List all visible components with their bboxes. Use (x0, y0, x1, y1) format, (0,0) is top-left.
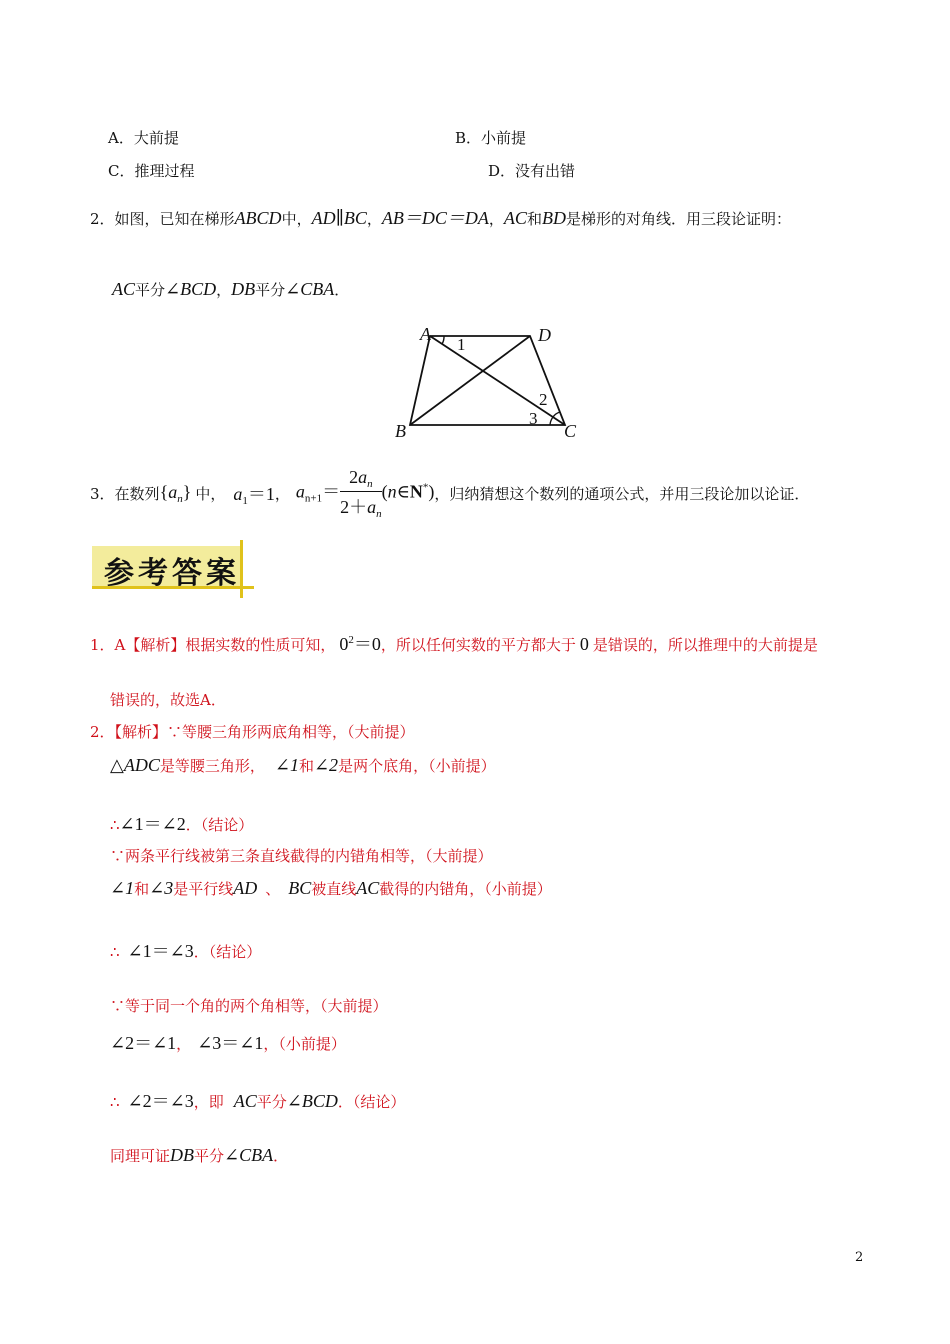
zero-squared: $0^2=0$ (339, 634, 381, 654)
diagonal-ac (430, 336, 565, 425)
diagonal-bd (410, 336, 530, 425)
option-b: B．小前提 (455, 129, 527, 147)
option-a: A．大前提 (108, 129, 179, 147)
label-d: D (538, 325, 551, 345)
answer-banner (92, 546, 252, 592)
question-2-line-1: 2．如图，已知在梯形ABCD中，AD∥BC，AB＝DC＝DA，AC和BD是梯形的对角线．用三段论证明： (90, 208, 791, 228)
label-3: 3 (529, 409, 538, 428)
angle-1-arc (442, 336, 444, 344)
answer-2-line-4: ∵两条平行线被第三条直线截得的内错角相等，（大前提） (110, 847, 493, 865)
label-c: C (564, 421, 577, 441)
answer-2-line-8: ∠2＝∠1， ∠3＝∠1，（小前提） (110, 1033, 346, 1053)
label-b: B (395, 421, 406, 441)
recurrence-formula: $a_{n+1}=$ $\frac{2a_n}{2+a_n}$ (n∈N*) (295, 467, 435, 520)
label-a: A (420, 324, 431, 344)
angle-3-arc (550, 417, 553, 425)
answer-1-line-2: 错误的，故选A． (110, 691, 226, 709)
answer-2-line-10: 同理可证DB平分∠CBA． (110, 1145, 289, 1165)
option-d: D．没有出错 (488, 162, 576, 180)
fraction: $\frac{2a_n}{2+a_n}$ (340, 467, 382, 520)
answer-2-line-2: △ADC是等腰三角形， ∠1和∠2是两个底角，（小前提） (110, 755, 496, 775)
answer-2-head: 2．【解析】∵等腰三角形两底角相等，（大前提） (90, 723, 415, 741)
question-number: 2． (90, 210, 115, 228)
angle-2-arc (553, 412, 560, 417)
answer-2-line-6: ∴ ∠1＝∠3．（结论） (110, 941, 262, 961)
trapezoid-outline (410, 336, 565, 425)
a1-expression: $a_1=1$ (233, 484, 275, 507)
label-2: 2 (539, 390, 548, 409)
label-1: 1 (457, 335, 466, 354)
answer-2-line-3: ∴∠1＝∠2．（结论） (110, 814, 254, 834)
option-c: C．推理过程 (108, 162, 195, 180)
banner-vertical-rule (240, 540, 243, 598)
answer-2-line-7: ∵等于同一个角的两个角相等，（大前提） (110, 997, 388, 1015)
banner-title: 参考答案 (104, 556, 240, 591)
sequence: $\{a_n\}$ (159, 482, 192, 505)
answer-1-line-1: 1．A【解析】根据实数的性质可知， $0^2=0$，所以任何实数的平方都大于 0 是错误的，所以推理中的大前提是 (90, 634, 818, 654)
trapezoid-figure (390, 320, 590, 445)
answer-2-line-5: ∠1和∠3是平行线AD 、 BC被直线AC截得的内错角，（小前提） (110, 878, 552, 898)
question-2-line-2: AC平分∠BCD，DB平分∠CBA． (112, 279, 350, 299)
page-number: 2 (855, 1250, 864, 1265)
question-3: 3．在数列$\{a_n\}$ 中， $a_1=1$， $a_{n+1}=$ $\frac{2a_n}{2+a_n}$ (n∈N*)，归纳猜想这个数列的通项公式，并用三段论加以论证． (90, 467, 810, 520)
answer-2-line-9: ∴ ∠2＝∠3，即 AC平分∠BCD．（结论） (110, 1091, 406, 1111)
